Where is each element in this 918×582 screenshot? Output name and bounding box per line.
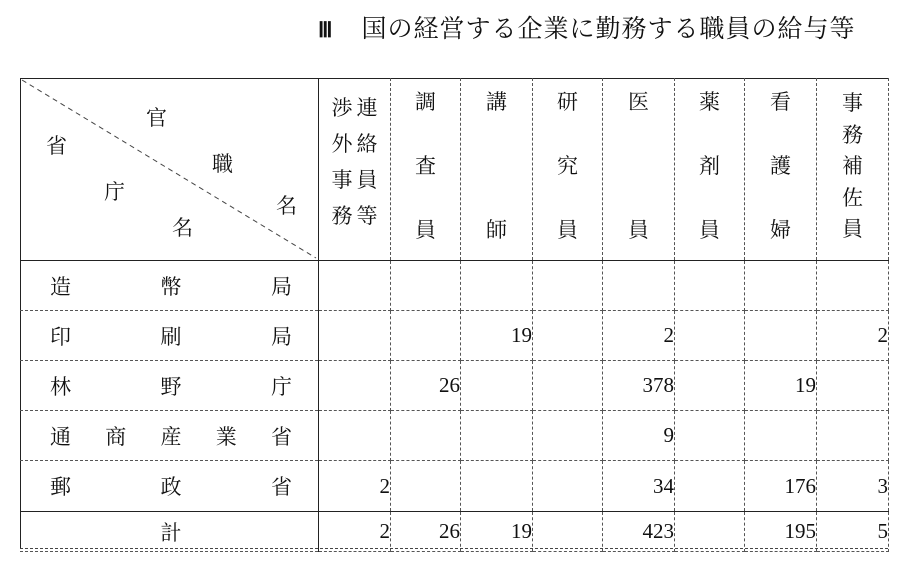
header-char: 査 [415, 154, 436, 178]
header-char: 員 [699, 218, 720, 242]
cell-lecturer [461, 261, 533, 311]
cell-researcher [533, 411, 603, 461]
row-name-char: 商 [105, 424, 127, 449]
total-liaison: 2 [319, 512, 391, 552]
cell-pharmacist [675, 361, 745, 411]
cell-liaison [319, 411, 391, 461]
cell-doctor: 378 [603, 361, 675, 411]
cell-lecturer: 19 [461, 311, 533, 361]
total-lecturer: 19 [461, 512, 533, 552]
title-numeral: Ⅲ [318, 18, 334, 42]
header-char: 師 [486, 218, 507, 242]
header-liaison [319, 78, 391, 261]
row-name-char: 省 [271, 475, 292, 499]
corner-job-char-2: 職 [212, 152, 233, 176]
row-name-char: 局 [271, 274, 292, 299]
page-title [318, 12, 898, 46]
row-name-char: 省 [271, 424, 292, 449]
table-row [20, 361, 889, 411]
header-char: 究 [557, 154, 578, 178]
corner-job-char-3: 名 [276, 194, 297, 218]
corner-header-cell [20, 78, 319, 261]
header-liaison-col1-char: 務 [331, 204, 353, 228]
corner-ministry-char-2: 庁 [104, 180, 125, 204]
cell-lecturer [461, 411, 533, 461]
header-nurse [745, 78, 817, 261]
table-row [20, 311, 889, 361]
total-doctor: 423 [603, 512, 675, 552]
header-pharmacist [675, 78, 745, 261]
row-name-char: 通 [50, 424, 71, 449]
row-name-char: 政 [160, 475, 182, 499]
cell-clerk [817, 261, 889, 311]
row-name-cell [20, 261, 319, 311]
header-char: 薬 [699, 90, 720, 114]
row-name-char: 郵 [50, 475, 71, 499]
row-name-cell [20, 411, 319, 461]
cell-doctor: 2 [603, 311, 675, 361]
header-char: 護 [770, 154, 791, 178]
row-name-char: 産 [160, 424, 182, 449]
cell-liaison [319, 361, 391, 411]
cell-nurse: 19 [745, 361, 817, 411]
cell-liaison [319, 311, 391, 361]
header-char: 員 [557, 218, 578, 242]
cell-nurse [745, 261, 817, 311]
header-char: 補 [842, 154, 863, 178]
cell-investigator [391, 311, 461, 361]
row-name-char: 業 [215, 424, 237, 449]
cell-researcher [533, 361, 603, 411]
row-name-char: 野 [160, 374, 182, 399]
cell-researcher [533, 261, 603, 311]
cell-doctor [603, 261, 675, 311]
header-char: 講 [486, 90, 507, 114]
cell-clerk [817, 361, 889, 411]
corner-ministry-char-3: 名 [172, 216, 193, 240]
header-char: 員 [415, 218, 436, 242]
cell-liaison: 2 [319, 461, 391, 512]
header-row [20, 78, 889, 261]
corner-job-char-1: 官 [146, 106, 167, 130]
row-name-char: 幣 [160, 274, 182, 299]
cell-nurse [745, 411, 817, 461]
cell-pharmacist [675, 261, 745, 311]
cell-liaison [319, 261, 391, 311]
header-lecturer [461, 78, 533, 261]
row-name-char: 刷 [160, 324, 182, 349]
header-char: 研 [557, 90, 578, 114]
header-char: 婦 [770, 218, 791, 242]
cell-nurse: 176 [745, 461, 817, 512]
row-name-cell [20, 311, 319, 361]
header-char: 員 [628, 218, 649, 242]
title-text: 国の経営する企業に勤務する職員の給与等 [361, 14, 856, 43]
total-row [20, 512, 889, 552]
cell-pharmacist [675, 461, 745, 512]
corner-ministry-char-1: 省 [46, 134, 67, 158]
header-liaison-col2-char: 員 [356, 168, 378, 192]
table-row [20, 461, 889, 512]
header-char: 佐 [842, 185, 863, 210]
header-liaison-col1-char: 渉 [331, 96, 353, 120]
cell-researcher [533, 311, 603, 361]
corner-diagonal [20, 78, 318, 260]
row-name-char: 林 [50, 374, 71, 399]
header-researcher [533, 78, 603, 261]
cell-investigator [391, 411, 461, 461]
table-row [20, 411, 889, 461]
header-liaison-col2-char: 等 [356, 204, 378, 228]
row-name-char: 造 [50, 274, 71, 299]
header-liaison-col2-char: 絡 [356, 132, 378, 156]
total-label: 計 [160, 520, 182, 545]
total-label-cell [20, 512, 319, 552]
cell-pharmacist [675, 411, 745, 461]
salary-table [20, 78, 889, 552]
header-char: 医 [628, 90, 649, 114]
header-char: 調 [415, 90, 436, 114]
header-char: 事 [842, 91, 863, 115]
cell-investigator: 26 [391, 361, 461, 411]
row-name-cell [20, 361, 319, 411]
table-row [20, 261, 889, 311]
header-char: 員 [842, 217, 863, 241]
total-researcher [533, 512, 603, 552]
cell-pharmacist [675, 311, 745, 361]
header-doctor [603, 78, 675, 261]
header-clerk [817, 78, 889, 261]
total-investigator: 26 [391, 512, 461, 552]
cell-lecturer [461, 461, 533, 512]
cell-doctor: 34 [603, 461, 675, 512]
cell-doctor: 9 [603, 411, 675, 461]
table-bottom-rule [20, 548, 888, 549]
total-clerk: 5 [817, 512, 889, 552]
cell-clerk: 2 [817, 311, 889, 361]
header-char: 剤 [699, 154, 720, 178]
header-char: 看 [770, 90, 791, 114]
header-investigator [391, 78, 461, 261]
total-nurse: 195 [745, 512, 817, 552]
cell-lecturer [461, 361, 533, 411]
row-name-cell [20, 461, 319, 512]
header-liaison-col2-char: 連 [356, 96, 378, 120]
cell-researcher [533, 461, 603, 512]
row-name-char: 庁 [271, 374, 292, 399]
header-char: 務 [842, 122, 863, 147]
row-name-char: 局 [271, 324, 292, 349]
cell-clerk: 3 [817, 461, 889, 512]
cell-clerk [817, 411, 889, 461]
cell-investigator [391, 461, 461, 512]
total-pharmacist [675, 512, 745, 552]
row-name-char: 印 [50, 324, 71, 349]
cell-nurse [745, 311, 817, 361]
header-liaison-col1-char: 事 [331, 168, 353, 192]
cell-investigator [391, 261, 461, 311]
header-liaison-col1-char: 外 [331, 132, 353, 156]
